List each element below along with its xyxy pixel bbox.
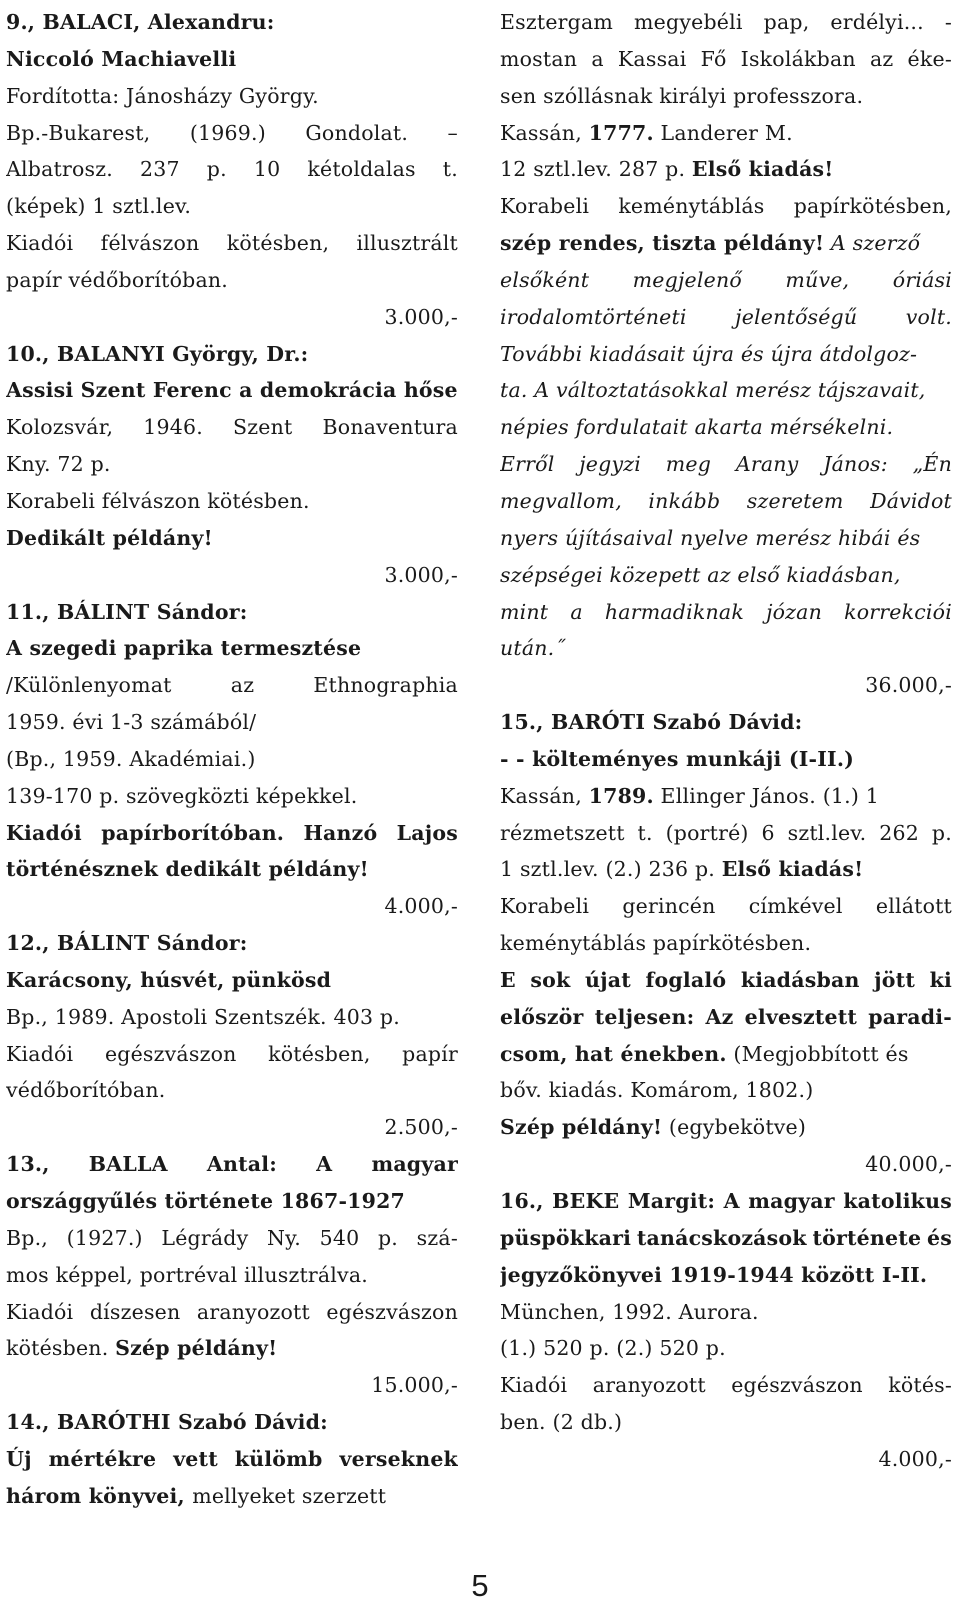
text-segment: népies fordulatait akarta mérsékelni.: [500, 415, 894, 440]
word: foglaló: [645, 967, 727, 992]
word: Albatrosz.: [6, 157, 113, 182]
word: Kiadói: [6, 1041, 74, 1066]
catalog-text-line: [500, 483, 952, 520]
catalog-text-line: [6, 1146, 458, 1183]
word: sok: [530, 967, 571, 992]
catalog-text-line: [6, 925, 458, 962]
text-segment: 12., BÁLINT Sándor:: [6, 931, 248, 956]
word: (portré): [665, 820, 749, 845]
catalog-text-line: [6, 1257, 458, 1294]
text-segment: Assisi Szent Ferenc a demokrácia hőse: [6, 378, 458, 403]
word: korrekciói: [844, 599, 952, 624]
catalog-text-line: [500, 888, 952, 925]
word: Hanzó: [303, 820, 378, 845]
word: egészvászon: [104, 1041, 237, 1066]
word: verseknek: [339, 1446, 458, 1471]
text-segment: Korabeli félvászon kötésben.: [6, 488, 310, 513]
text-segment: 9., BALACI, Alexandru:: [6, 10, 275, 34]
catalog-column-right: [500, 4, 952, 1478]
word: mostan: [500, 46, 578, 71]
catalog-text-line: [500, 188, 952, 225]
word: 237: [139, 157, 180, 182]
word: rézmetszett: [500, 820, 625, 845]
text-segment: Első kiadás!: [691, 157, 834, 182]
text-segment: Kassán,: [500, 120, 589, 145]
text-segment: kötésben.: [6, 1336, 116, 1361]
text-segment: szép rendes, tiszta példány!: [500, 231, 825, 256]
text-segment: - - költeményes munkáji (I-II.): [500, 746, 855, 771]
word: óriási: [892, 267, 952, 292]
text-segment: szépségei közepett az első kiadásban,: [500, 562, 901, 587]
catalog-text-line: [500, 1330, 952, 1367]
catalog-text-line: [500, 815, 952, 852]
price-line: [6, 1367, 458, 1404]
word: újat: [585, 967, 631, 992]
text-segment: nyers újításaival nyelve merész hibái és: [500, 525, 921, 550]
text-segment: 1789.: [588, 783, 654, 808]
text-segment: 1959. évi 1-3 számából/: [6, 710, 257, 735]
text-segment: (képek) 1 sztl.lev.: [6, 194, 192, 219]
word: műve,: [785, 267, 850, 292]
word: papírborítóban.: [101, 820, 285, 845]
text-segment: sen szóllásnak királyi professzora.: [500, 83, 864, 108]
word: és: [926, 1225, 952, 1250]
text-segment: (egybekötve): [662, 1115, 807, 1140]
text-segment: keménytáblás papírkötésben.: [500, 931, 812, 956]
word: Korabeli: [500, 194, 590, 219]
catalog-text-line: [500, 630, 952, 667]
text-segment: országgyűlés története 1867-1927: [6, 1189, 406, 1213]
word: Lajos: [396, 820, 458, 845]
word: ki: [929, 967, 952, 992]
text-segment: Bp., 1989. Apostoli Szentszék. 403 p.: [6, 1004, 400, 1029]
word: kötés-: [888, 1373, 952, 1398]
word: Dávidot: [870, 488, 952, 513]
word: az: [869, 46, 894, 71]
text-segment: (Bp., 1959. Akadémiai.): [6, 746, 256, 771]
word: kötésben,: [226, 231, 330, 256]
text-segment: 15., BARÓTI Szabó Dávid:: [500, 710, 803, 735]
catalog-text-line: [6, 409, 458, 446]
catalog-text-line: [6, 520, 458, 557]
word: magyar: [371, 1152, 458, 1177]
catalog-text-line: [500, 520, 952, 557]
word: története: [812, 1225, 922, 1250]
word: tanácskozások: [636, 1225, 807, 1250]
text-segment: Szép példány!: [115, 1336, 278, 1361]
word: Kiadói: [6, 820, 82, 845]
catalog-text-line: [500, 851, 952, 888]
word: Új: [6, 1446, 32, 1471]
word: elsőként: [500, 267, 590, 292]
word: inkább: [648, 488, 721, 513]
text-segment: Karácsony, húsvét, pünkösd: [6, 967, 332, 992]
catalog-text-line: [6, 667, 458, 704]
catalog-text-line: [500, 594, 952, 631]
text-segment: (Megjobbított és: [726, 1041, 909, 1066]
word: megjelenő: [632, 267, 742, 292]
word: 262: [879, 820, 920, 845]
word: BALLA: [88, 1152, 168, 1177]
catalog-text-line: [500, 1294, 952, 1331]
text-segment: 11., BÁLINT Sándor:: [6, 599, 248, 624]
word: mint: [500, 599, 549, 624]
word: püspökkari: [500, 1225, 632, 1250]
text-segment: 10., BALANYI György, Dr.:: [6, 341, 309, 366]
text-segment: Szép példány!: [500, 1115, 663, 1140]
catalog-text-line: [6, 851, 458, 888]
word: Az: [705, 1004, 734, 1029]
page-number: 5: [471, 1568, 489, 1603]
catalog-text-line: [500, 372, 952, 409]
price: 36.000,-: [865, 673, 952, 698]
word: Kassai: [617, 46, 687, 71]
text-segment: ben. (2 db.): [500, 1410, 623, 1435]
word: pap,: [763, 10, 810, 34]
word: p.: [206, 157, 227, 182]
word: harmadiknak: [604, 599, 744, 624]
word: címkével: [748, 894, 843, 919]
word: A: [723, 1189, 740, 1213]
word: szeretem: [746, 488, 844, 513]
word: Bp.-Bukarest,: [6, 120, 151, 145]
word: kiadásban: [740, 967, 860, 992]
word: az: [230, 673, 255, 698]
word: Légrády: [161, 1225, 249, 1250]
price: 3.000,-: [384, 562, 458, 587]
word: -: [944, 10, 952, 34]
word: Szent: [233, 415, 293, 440]
catalog-text-line: [6, 41, 458, 78]
price-line: [6, 1109, 458, 1146]
catalog-column-left: [6, 4, 458, 1515]
catalog-text-line: [500, 4, 952, 41]
catalog-text-line: [500, 1220, 952, 1257]
word: A: [316, 1152, 333, 1177]
catalog-text-line: [500, 962, 952, 999]
catalog-text-line: [6, 336, 458, 373]
word: aranyozott: [592, 1373, 706, 1398]
word: meg: [665, 452, 712, 477]
price: 15.000,-: [371, 1373, 458, 1398]
catalog-text-line: [500, 1109, 952, 1146]
catalog-text-line: [6, 1072, 458, 1109]
catalog-text-line: [500, 78, 952, 115]
text-segment: mellyeket szerzett: [192, 1483, 387, 1508]
catalog-text-line: [500, 741, 952, 778]
catalog-text-line: [6, 262, 458, 299]
word: 6: [761, 820, 775, 845]
text-segment: Kny. 72 p.: [6, 452, 111, 477]
catalog-text-line: [6, 225, 458, 262]
catalog-text-line: [500, 925, 952, 962]
text-segment: mos képpel, portréval illusztrálva.: [6, 1262, 368, 1287]
word: erdélyi...: [830, 10, 924, 34]
word: János:: [823, 452, 888, 477]
price: 3.000,-: [384, 304, 458, 329]
catalog-text-line: [500, 409, 952, 446]
word: megyebéli: [634, 10, 743, 34]
word: t.: [442, 157, 458, 182]
word: a: [591, 46, 604, 71]
catalog-text-line: [500, 225, 952, 262]
word: BEKE: [552, 1189, 620, 1213]
catalog-text-line: [500, 336, 952, 373]
catalog-text-line: [500, 446, 952, 483]
word: papírkötésben,: [793, 194, 952, 219]
word: t.: [637, 820, 653, 845]
text-segment: jegyzőkönyvei 1919-1944 között I-II.: [500, 1262, 928, 1287]
catalog-text-line: [6, 446, 458, 483]
word: Kolozsvár,: [6, 415, 114, 440]
price: 4.000,-: [384, 894, 458, 919]
text-segment: 12 sztl.lev. 287 p.: [500, 157, 692, 182]
catalog-text-line: [6, 115, 458, 152]
price-line: [6, 299, 458, 336]
text-segment: Dedikált példány!: [6, 525, 213, 550]
price-line: [6, 557, 458, 594]
word: jegyzi: [579, 452, 641, 477]
catalog-text-line: [6, 188, 458, 225]
catalog-text-line: [6, 78, 458, 115]
catalog-text-line: [6, 962, 458, 999]
word: ellátott: [875, 894, 952, 919]
catalog-text-line: [6, 1478, 458, 1515]
word: papír: [402, 1041, 458, 1066]
word: magyar: [748, 1189, 835, 1213]
price: 40.000,-: [865, 1152, 952, 1177]
text-segment: Niccoló Machiavelli: [6, 46, 237, 71]
text-segment: bőv. kiadás. Komárom, 1802.): [500, 1078, 814, 1103]
word: Bp.,: [6, 1225, 49, 1250]
text-segment: csom, hat énekben.: [500, 1041, 727, 1066]
text-segment: 1777.: [588, 120, 654, 145]
text-segment: Landerer M.: [653, 120, 793, 145]
text-segment: Fordította: Jánosházy György.: [6, 83, 319, 108]
word: mértékre: [48, 1446, 157, 1471]
catalog-text-line: [6, 151, 458, 188]
word: kötésben,: [268, 1041, 371, 1066]
word: egészvászon: [731, 1373, 863, 1398]
word: jött: [874, 967, 915, 992]
word: p.: [931, 820, 952, 845]
catalog-text-line: [500, 557, 952, 594]
word: p.: [377, 1225, 399, 1250]
word: Ethnographia: [313, 673, 458, 698]
catalog-text-line: [6, 1404, 458, 1441]
word: irodalomtörténeti: [500, 304, 687, 329]
catalog-text-line: [6, 1183, 458, 1220]
word: Gondolat.: [305, 120, 409, 145]
word: először: [500, 1004, 584, 1029]
text-segment: További kiadásait újra és újra átdolgoz-: [500, 341, 918, 366]
word: Erről: [500, 452, 555, 477]
word: illusztrált: [356, 231, 458, 256]
text-segment: München, 1992. Aurora.: [500, 1299, 759, 1324]
catalog-text-line: [500, 115, 952, 152]
word: 540: [319, 1225, 360, 1250]
catalog-text-line: [500, 999, 952, 1036]
word: Korabeli: [500, 894, 590, 919]
catalog-text-line: [6, 1036, 458, 1073]
price: 2.500,-: [384, 1115, 458, 1140]
word: Esztergam: [500, 10, 614, 34]
word: sztl.lev.: [787, 820, 867, 845]
price-line: [500, 1146, 952, 1183]
word: (1927.): [66, 1225, 143, 1250]
catalog-text-line: [500, 262, 952, 299]
word: jelentőségű: [735, 304, 858, 329]
word: „Én: [912, 452, 952, 477]
word: éke-: [907, 46, 952, 71]
text-segment: ta. A változtatásokkal merész tájszavait,: [500, 378, 926, 403]
catalog-text-line: [6, 704, 458, 741]
catalog-text-line: [500, 1036, 952, 1073]
text-segment: Kassán,: [500, 783, 589, 808]
word: vett: [173, 1446, 218, 1471]
text-segment: 14., BARÓTHI Szabó Dávid:: [6, 1410, 328, 1435]
word: aranyozott: [196, 1299, 310, 1324]
text-segment: Ellinger János. (1.) 1: [653, 783, 880, 808]
word: Kiadói: [6, 1299, 74, 1324]
word: gerincén: [622, 894, 716, 919]
catalog-text-line: [6, 741, 458, 778]
catalog-text-line: [500, 151, 952, 188]
catalog-text-line: [6, 4, 458, 41]
word: teljesen:: [594, 1004, 695, 1029]
word: félvászon: [100, 231, 200, 256]
catalog-text-line: [500, 704, 952, 741]
text-segment: 1 sztl.lev. (2.) 236 p.: [500, 857, 722, 882]
catalog-text-line: [6, 1330, 458, 1367]
text-segment: papír védőborítóban.: [6, 267, 228, 292]
word: elvesztett: [744, 1004, 858, 1029]
catalog-text-line: [6, 999, 458, 1036]
catalog-text-line: [6, 1441, 458, 1478]
word: Kiadói: [6, 231, 74, 256]
catalog-text-line: [500, 1404, 952, 1441]
word: keménytáblás: [618, 194, 765, 219]
catalog-text-line: [500, 1072, 952, 1109]
catalog-text-line: [6, 778, 458, 815]
catalog-text-line: [500, 41, 952, 78]
price-line: [500, 667, 952, 704]
price: 4.000,-: [878, 1446, 952, 1471]
word: –: [447, 120, 458, 145]
text-segment: védőborítóban.: [6, 1078, 166, 1103]
text-segment: három könyvei,: [6, 1483, 193, 1508]
text-segment: A szegedi paprika termesztése: [6, 636, 362, 661]
word: katolikus: [843, 1189, 952, 1213]
word: Kiadói: [500, 1373, 568, 1398]
word: E: [500, 967, 516, 992]
text-segment: 139-170 p. szövegközti képekkel.: [6, 783, 358, 808]
catalog-text-line: [6, 594, 458, 631]
word: Antal:: [206, 1152, 278, 1177]
word: 16.,: [500, 1189, 544, 1213]
word: díszesen: [89, 1299, 181, 1324]
word: Ny.: [267, 1225, 301, 1250]
word: kétoldalas: [307, 157, 416, 182]
text-segment: A szerző: [824, 231, 921, 256]
word: a: [570, 599, 583, 624]
catalog-text-line: [500, 1257, 952, 1294]
word: külömb: [234, 1446, 323, 1471]
word: 10: [253, 157, 281, 182]
word: Margit:: [627, 1189, 716, 1213]
catalog-text-line: [500, 299, 952, 336]
word: Iskolákban: [740, 46, 856, 71]
word: Fő: [700, 46, 727, 71]
catalog-text-line: [500, 1183, 952, 1220]
word: volt.: [905, 304, 952, 329]
word: (1969.): [189, 120, 266, 145]
catalog-text-line: [500, 778, 952, 815]
text-segment: után.˝: [500, 636, 565, 661]
word: paradi-: [868, 1004, 952, 1029]
catalog-text-line: [500, 1367, 952, 1404]
price-line: [6, 888, 458, 925]
word: egészvászon: [326, 1299, 458, 1324]
catalog-text-line: [6, 1294, 458, 1331]
catalog-text-line: [6, 630, 458, 667]
text-segment: (1.) 520 p. (2.) 520 p.: [500, 1336, 726, 1361]
text-segment: Első kiadás!: [721, 857, 864, 882]
word: 1946.: [143, 415, 203, 440]
catalog-text-line: [6, 483, 458, 520]
price-line: [500, 1441, 952, 1478]
word: 13.,: [6, 1152, 50, 1177]
word: /Különlenyomat: [6, 673, 172, 698]
word: Arany: [735, 452, 799, 477]
catalog-text-line: [6, 815, 458, 852]
text-segment: történésznek dedikált példány!: [6, 857, 369, 882]
catalog-text-line: [6, 1220, 458, 1257]
word: Bonaventura: [322, 415, 458, 440]
catalog-text-line: [6, 372, 458, 409]
word: megvallom,: [500, 488, 622, 513]
word: józan: [766, 599, 822, 624]
word: szá-: [416, 1225, 458, 1250]
